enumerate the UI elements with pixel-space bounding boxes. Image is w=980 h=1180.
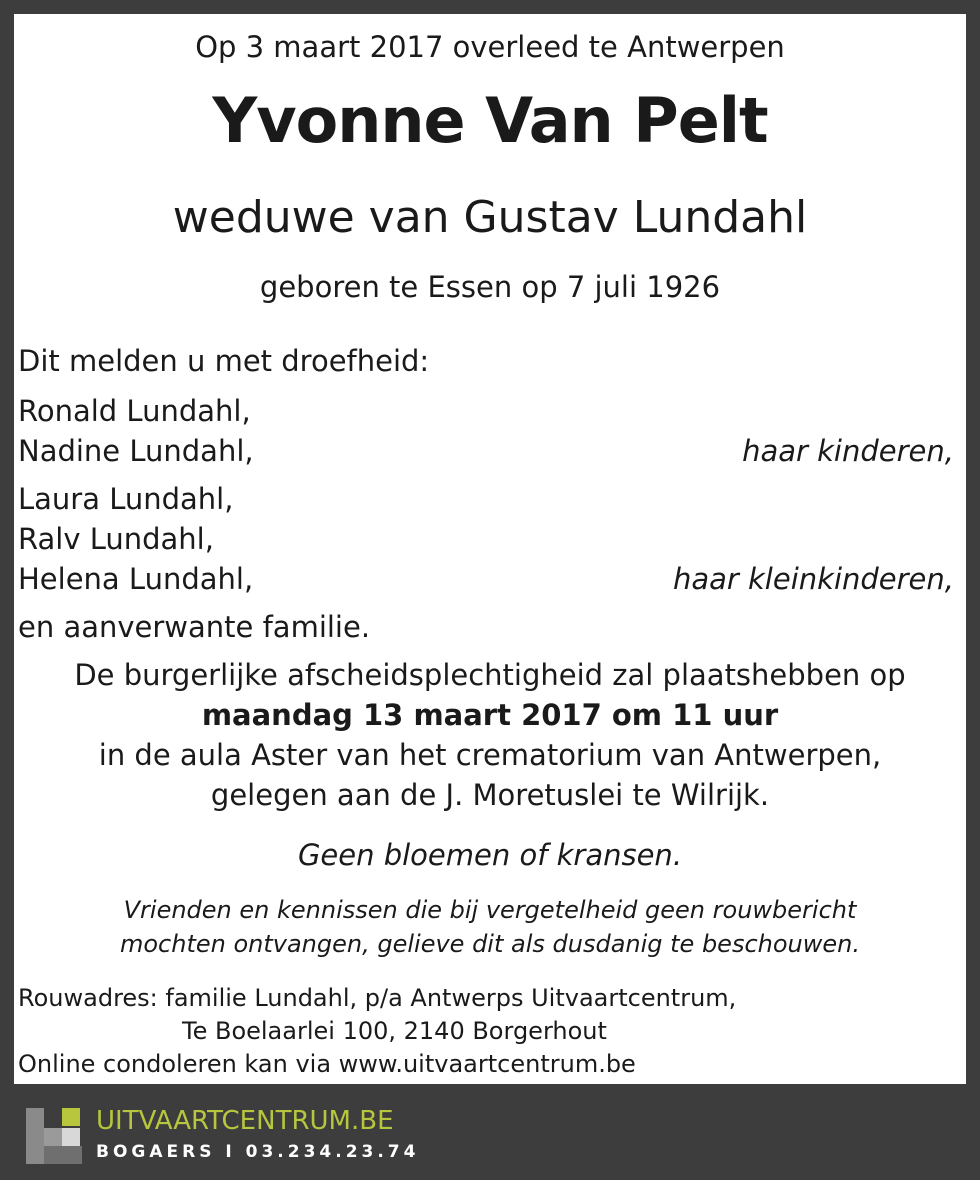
brand-contact: BOGAERS I 03.234.23.74 (96, 1142, 420, 1162)
grandchild-name: Laura Lundahl, (18, 482, 234, 516)
ceremony-line-1: De burgerlijke afscheidsplechtigheid zal plaatshebben op (74, 658, 906, 692)
deceased-name: Yvonne Van Pelt (212, 84, 768, 157)
ceremony-line-3: in de aula Aster van het crematorium van Antwerpen, (98, 738, 882, 772)
friends-line-1: Vrienden en kennissen die bij vergetelheid geen rouwbericht (123, 896, 857, 924)
friends-line-2: mochten ontvangen, gelieve dit als dusdanig te beschouwen. (119, 930, 860, 958)
child-name: Nadine Lundahl, (18, 434, 254, 468)
online-condolence-line: Online condoleren kan via www.uitvaartcentrum.be (18, 1050, 636, 1078)
grandchild-name: Helena Lundahl, (18, 562, 254, 596)
brand-name: UITVAARTCENTRUM.BE (96, 1106, 394, 1136)
grandchildren-label: haar kleinkinderen, (672, 562, 954, 596)
ceremony-date: maandag 13 maart 2017 om 11 uur (201, 698, 779, 732)
obituary-card (14, 14, 966, 1084)
grandchild-name: Ralv Lundahl, (18, 522, 214, 556)
no-flowers-line: Geen bloemen of kransen. (297, 838, 683, 872)
child-name: Ronald Lundahl, (18, 394, 251, 428)
widow-line: weduwe van Gustav Lundahl (172, 192, 808, 243)
intro-line: Op 3 maart 2017 overleed te Antwerpen (195, 30, 785, 64)
children-label: haar kinderen, (742, 434, 954, 468)
address-line-1: Rouwadres: familie Lundahl, p/a Antwerps Uitvaartcentrum, (18, 984, 737, 1012)
ceremony-line-4: gelegen aan de J. Moretuslei te Wilrijk. (210, 778, 770, 812)
footer-banner (0, 1096, 980, 1180)
address-line-2: Te Boelaarlei 100, 2140 Borgerhout (182, 1017, 607, 1045)
uitvaartcentrum-logo-icon (26, 1108, 82, 1164)
announce-line: Dit melden u met droefheid: (18, 344, 430, 378)
birth-line: geboren te Essen op 7 juli 1926 (259, 270, 721, 304)
family-line: en aanverwante familie. (18, 610, 371, 644)
